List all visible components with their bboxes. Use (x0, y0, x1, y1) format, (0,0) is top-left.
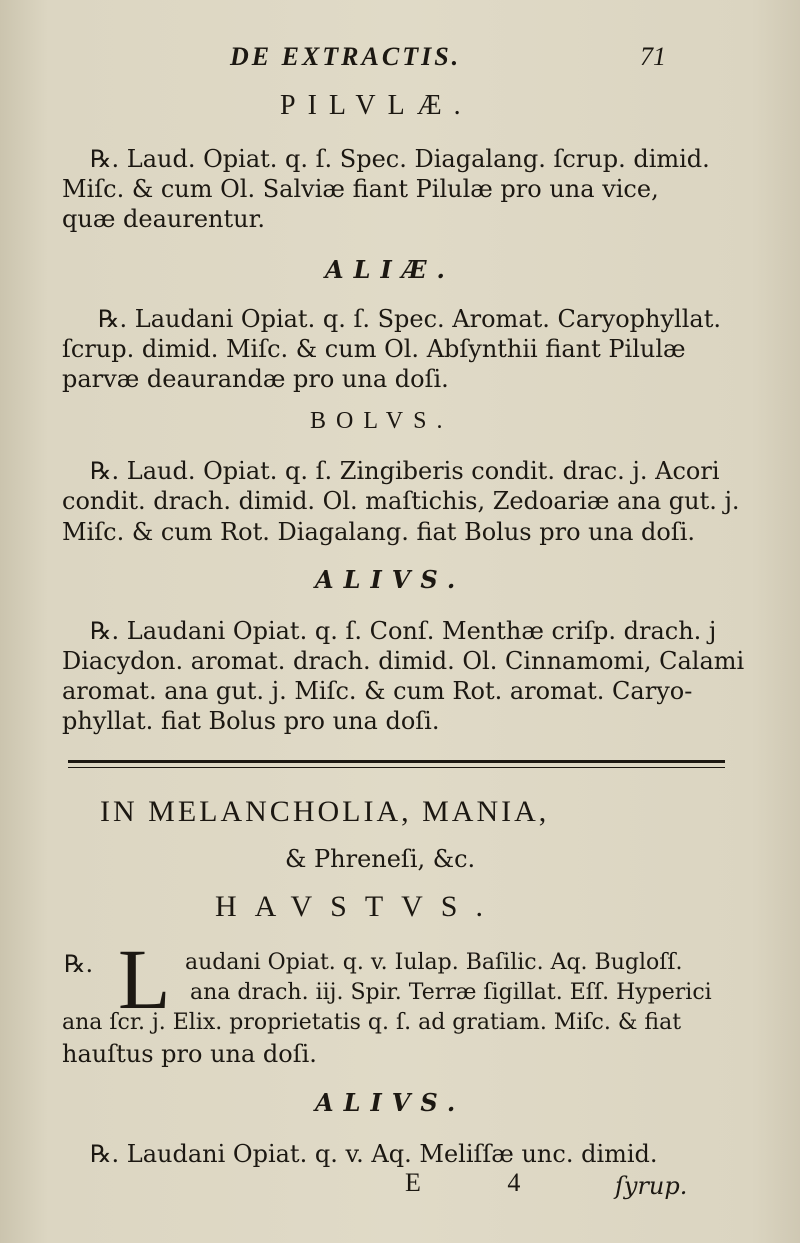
recipe-line: quæ deaurentur. (62, 205, 266, 233)
recipe-line: ſcrup. dimid. Miſc. & cum Ol. Abſynthii fiant Pilulæ (62, 335, 686, 363)
section-title-melancholia: IN MELANCHOLIA, MANIA, (100, 795, 550, 828)
section-title-bolus: BOLVS. (310, 408, 453, 434)
recipe-line: aromat. ana gut. j. Miſc. & cum Rot. aromat. Caryo- (62, 677, 693, 705)
section-title-alius-2: ALIVS. (315, 1088, 466, 1117)
section-title-pilulae: PILVLÆ. (280, 90, 473, 121)
recipe-line: Diacydon. aromat. drach. dimid. Ol. Cinnamomi, Calami (62, 647, 745, 675)
recipe-line: ℞. Laud. Opiat. q. ſ. Zingiberis condit. drac. j. Acori (90, 457, 720, 485)
section-subtitle: & Phreneſi, &c. (285, 845, 476, 873)
page-number: 71 (640, 42, 666, 71)
recipe-line: ℞. Laud. Opiat. q. ſ. Spec. Diagalang. ſcrup. dimid. (90, 145, 710, 173)
haustus-title: HAVSTVS. (215, 890, 501, 923)
recipe-line: ana ſcr. j. Elix. proprietatis q. ſ. ad gratiam. Miſc. & fiat (62, 1010, 682, 1035)
recipe-line: Miſc. & cum Ol. Salviæ fiant Pilulæ pro una vice, (62, 175, 659, 203)
signature-mark: E 4 (405, 1168, 561, 1197)
recipe-line: audani Opiat. q. v. Iulap. Baſilic. Aq. Bugloſſ. (185, 950, 683, 975)
recipe-line: phyllat. fiat Bolus pro una doſi. (62, 707, 440, 735)
recipe-line: condit. drach. dimid. Ol. maſtichis, Zedoariæ ana gut. j. (62, 487, 740, 515)
recipe-line: ℞. Laudani Opiat. q. v. Aq. Meliſſæ unc. dimid. (90, 1140, 658, 1168)
section-title-alius: ALIVS. (315, 565, 466, 594)
recipe-mark: ℞. (64, 950, 94, 978)
recipe-line: Miſc. & cum Rot. Diagalang. fiat Bolus pro una doſi. (62, 518, 696, 546)
catchword: ſyrup. (615, 1172, 688, 1200)
recipe-line: hauſtus pro una doſi. (62, 1040, 317, 1068)
recipe-line: ana drach. iij. Spir. Terræ ſigillat. Eſſ. Hyperici (190, 980, 712, 1005)
section-title-aliae: ALIÆ. (325, 255, 455, 284)
running-head: DE EXTRACTIS. (230, 42, 462, 71)
recipe-line: ℞. Laudani Opiat. q. ſ. Spec. Aromat. Caryophyllat. (98, 305, 721, 333)
section-divider (68, 760, 725, 768)
drop-cap: L (118, 931, 171, 1027)
recipe-line: parvæ deaurandæ pro una doſi. (62, 365, 449, 393)
recipe-line: ℞. Laudani Opiat. q. ſ. Conſ. Menthæ criſp. drach. j (90, 617, 717, 645)
